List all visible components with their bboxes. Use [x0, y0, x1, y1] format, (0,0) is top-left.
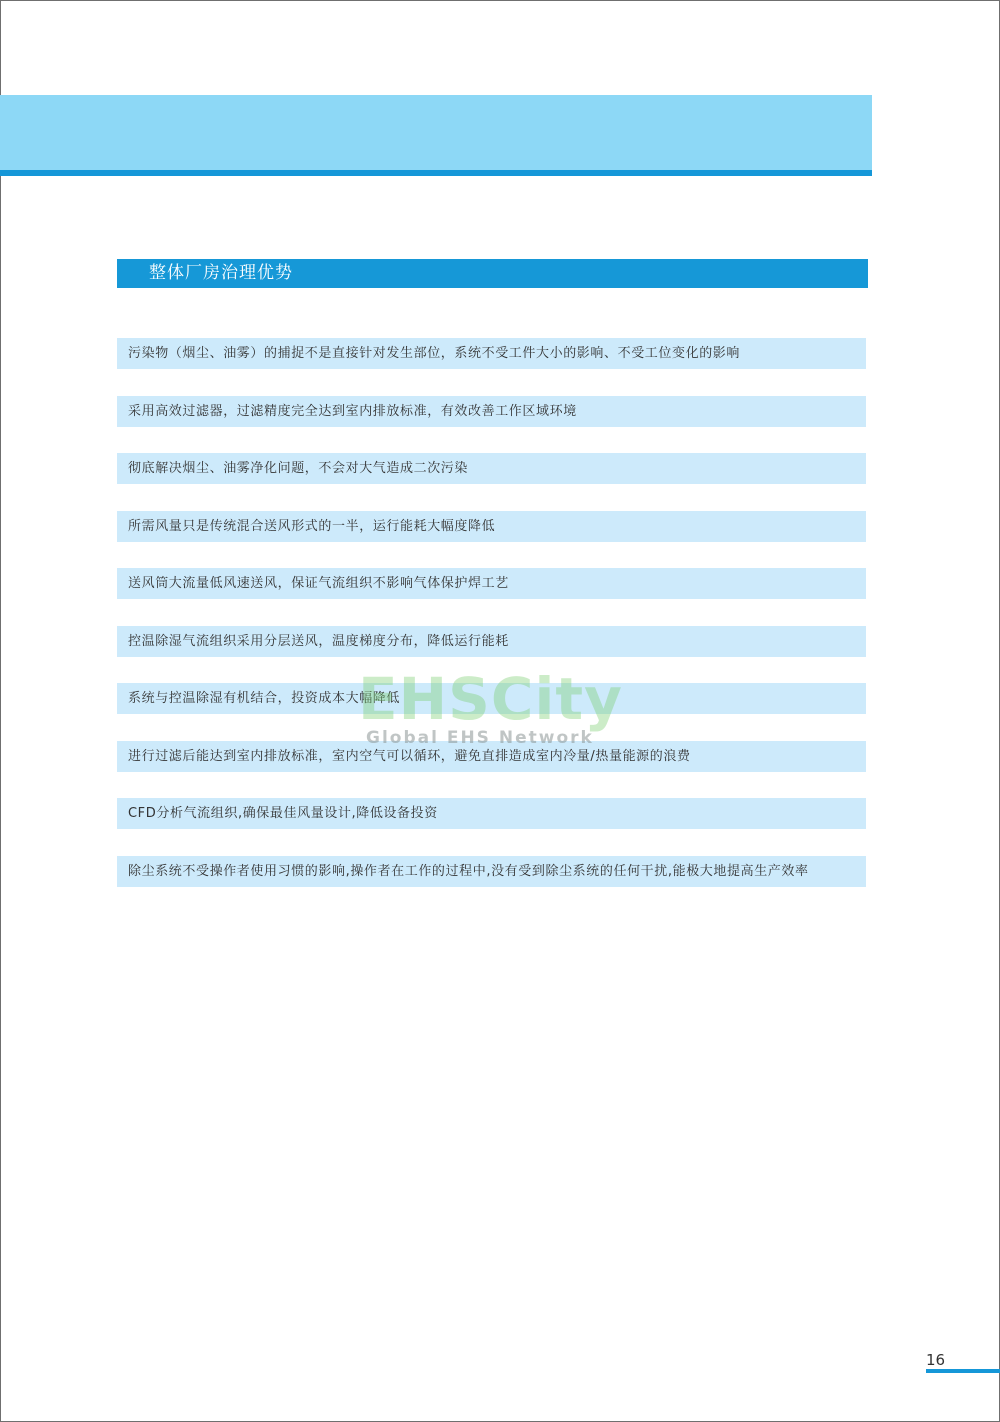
list-item: 彻底解决烟尘、油雾净化问题，不会对大气造成二次污染 [117, 453, 866, 484]
header-band [0, 95, 872, 170]
list-item: 送风筒大流量低风速送风，保证气流组织不影响气体保护焊工艺 [117, 568, 866, 599]
watermark-tagline: Global EHS Network [366, 728, 594, 748]
list-item: CFD分析气流组织,确保最佳风量设计,降低设备投资 [117, 798, 866, 829]
section-title: 整体厂房治理优势 [117, 259, 868, 288]
header-stripe [0, 170, 872, 176]
list-item: 污染物（烟尘、油雾）的捕捉不是直接针对发生部位，系统不受工件大小的影响、不受工位变化的影响 [117, 338, 866, 369]
list-item: 所需风量只是传统混合送风形式的一半，运行能耗大幅度降低 [117, 511, 866, 542]
list-item: 控温除湿气流组织采用分层送风，温度梯度分布，降低运行能耗 [117, 626, 866, 657]
list-item: 除尘系统不受操作者使用习惯的影响,操作者在工作的过程中,没有受到除尘系统的任何干扰,能极大地提高生产效率 [117, 856, 866, 887]
list-item: 采用高效过滤器，过滤精度完全达到室内排放标准，有效改善工作区域环境 [117, 396, 866, 427]
list-item: 进行过滤后能达到室内排放标准，室内空气可以循环，避免直排造成室内冷量/热量能源的浪费 [117, 741, 866, 772]
advantages-list [117, 338, 866, 913]
watermark-logo: EHSCity [358, 665, 623, 733]
page-number: 16 [926, 1351, 946, 1369]
list-item: 系统与控温除湿有机结合，投资成本大幅降低 [117, 683, 866, 714]
footer-bar [926, 1369, 1000, 1373]
